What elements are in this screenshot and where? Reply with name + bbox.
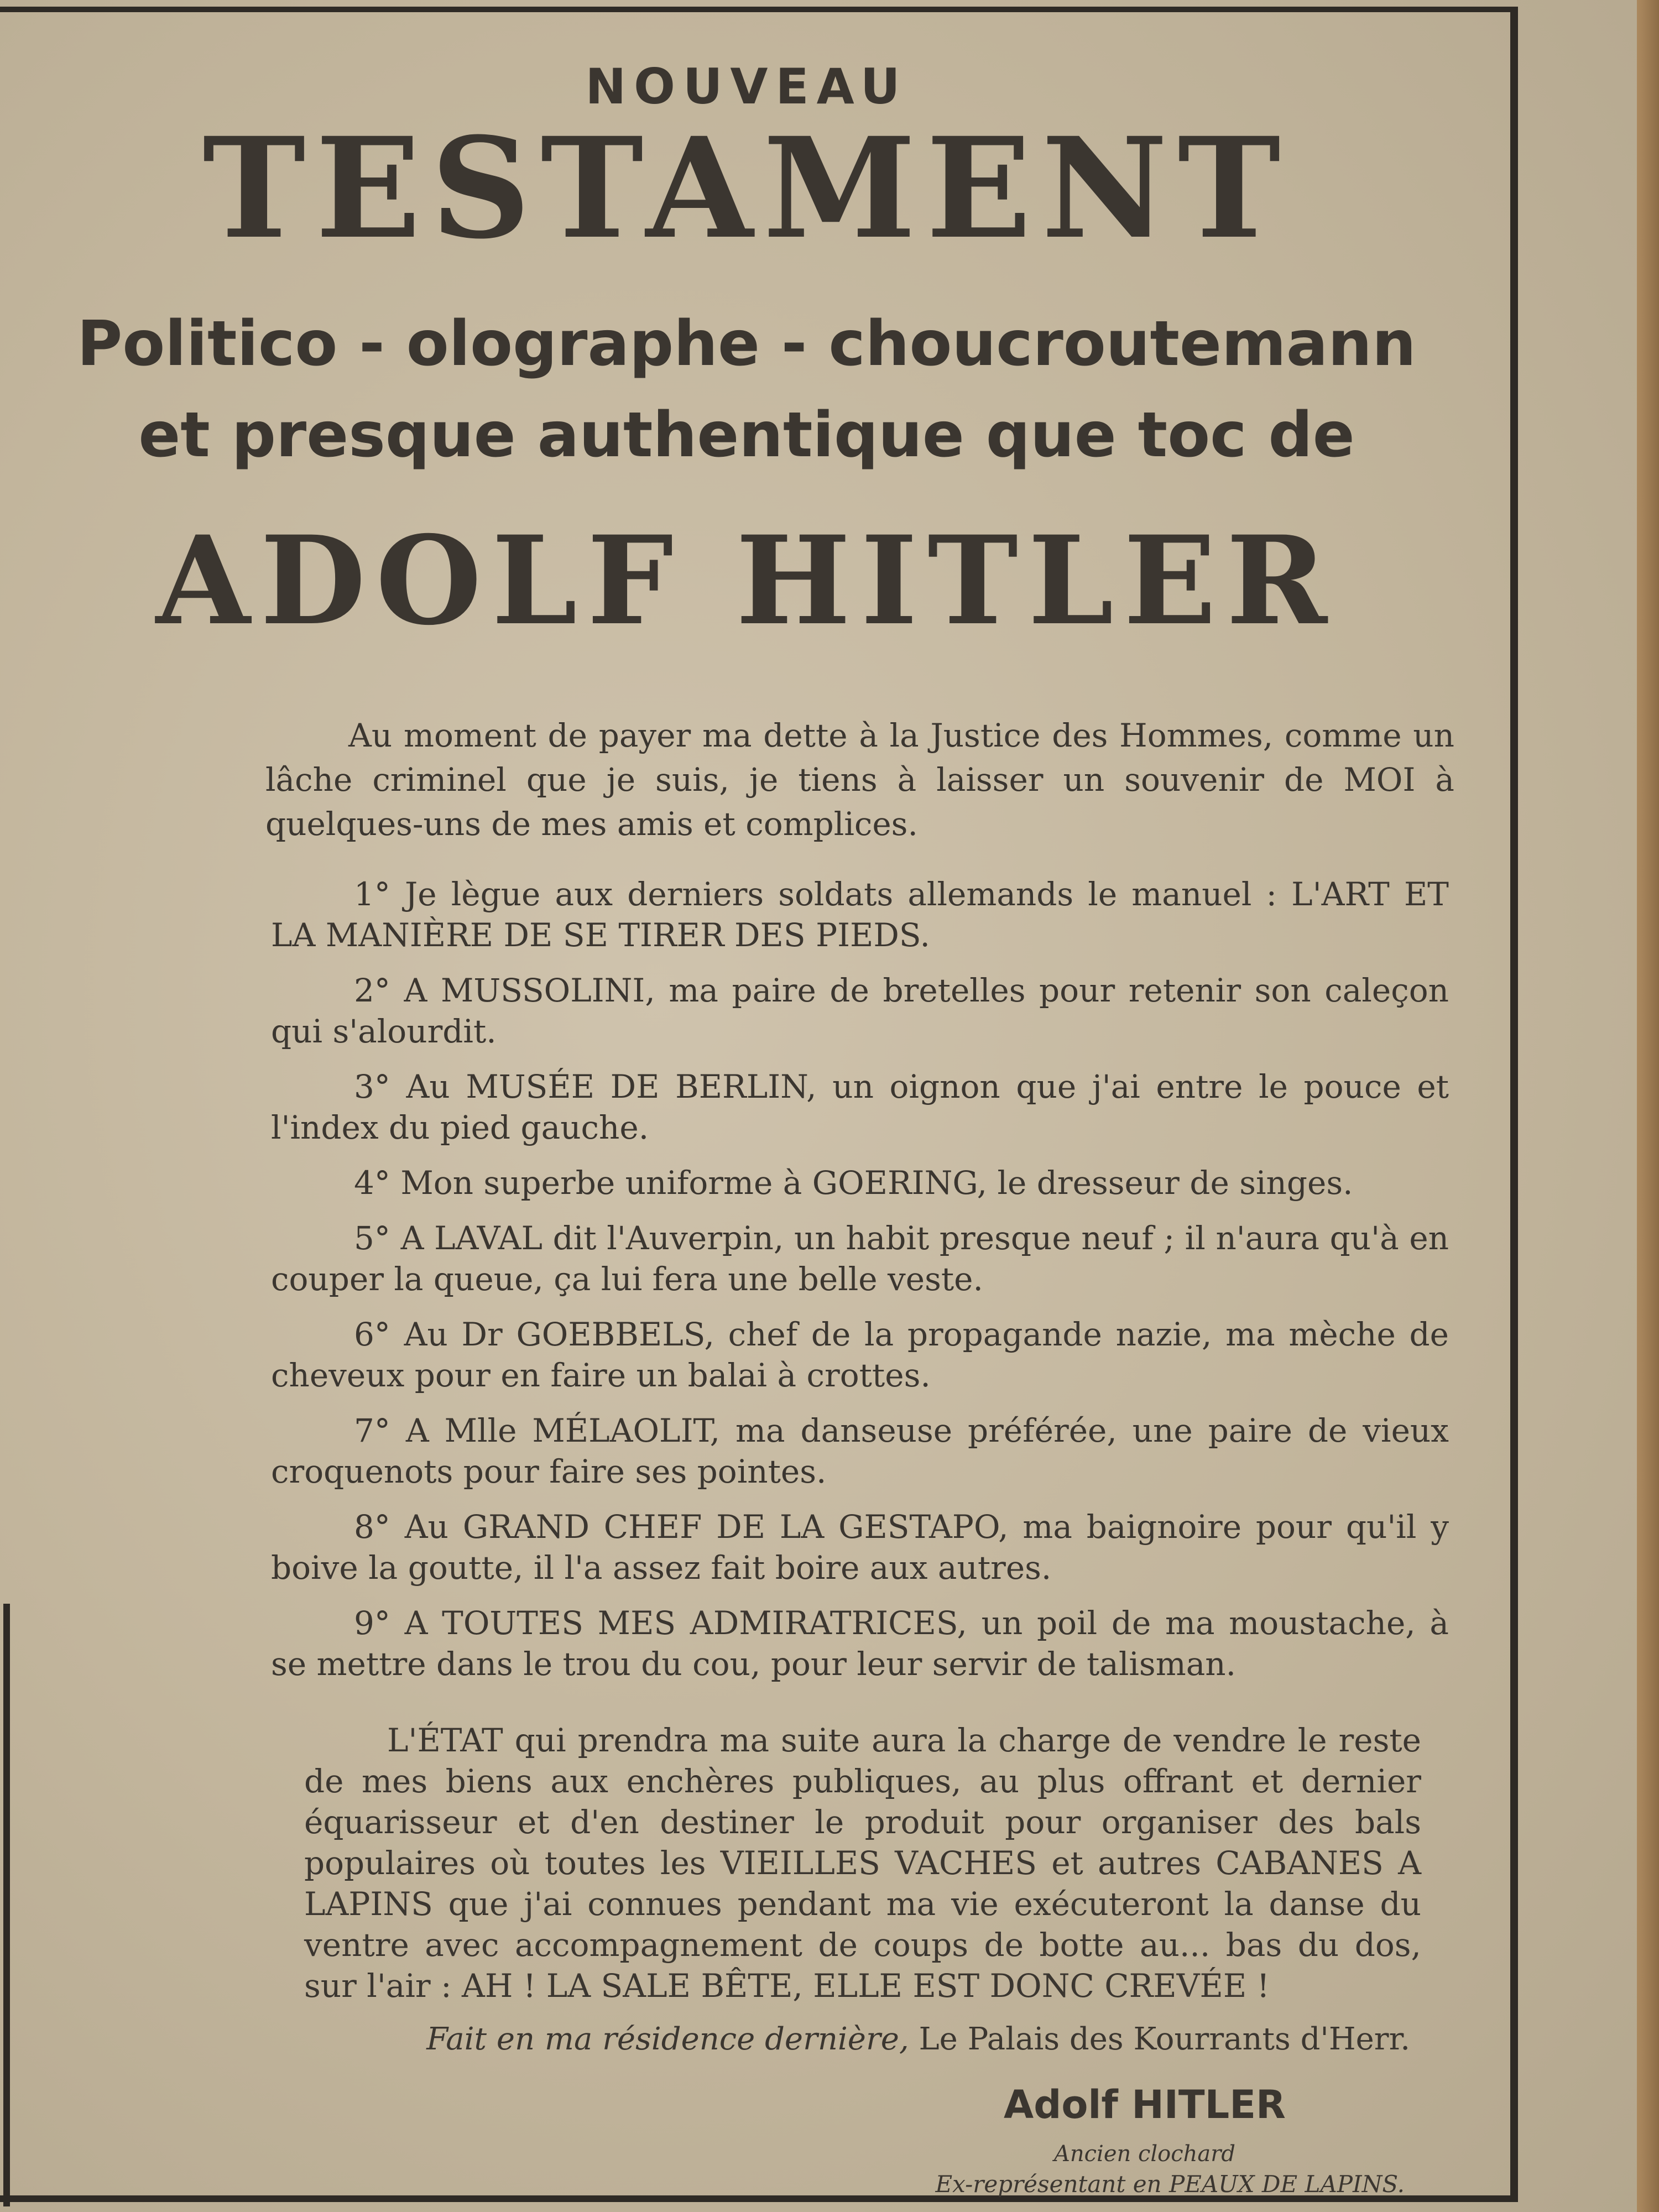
header-subtitle-line2: et presque authentique que toc de [138, 399, 1355, 471]
signature-place-roman: Le Palais des Kourrants d'Herr. [919, 2021, 1410, 2057]
header-title: TESTAMENT [202, 107, 1291, 269]
poster-border-left [3, 1604, 10, 2206]
signature-role: Ancien clochard [1053, 2141, 1235, 2167]
header-subtitle-line1: Politico - olographe - choucroutemann [77, 308, 1416, 380]
signature-place [398, 2021, 1410, 2057]
intro-paragraph: Au moment de payer ma dette à la Justice des Hommes, comme un lâche criminel que je suis, je tiens à laisser un souvenir de MOI à quelques-uns de mes amis et complices. [265, 717, 1454, 843]
bequest-item-8: 8° Au GRAND CHEF DE LA GESTAPO, ma baignoire pour qu'il y boive la goutte, il l'a assez fait boire aux autres. [271, 1508, 1449, 1587]
bequest-item-1: 1° Je lègue aux derniers soldats allemands le manuel : L'ART ET LA MANIÈRE DE SE TIRER DES PIEDS. [271, 875, 1449, 954]
bequest-list [271, 874, 1449, 1699]
bequest-item-6: 6° Au Dr GOEBBELS, chef de la propagande nazie, ma mèche de cheveux pour en faire un balai à crottes. [271, 1316, 1449, 1394]
bequest-item-7: 7° A Mlle MÉLAOLIT, ma danseuse préférée, une paire de vieux croquenots pour faire ses pointes. [271, 1412, 1449, 1490]
bequest-item-2: 2° A MUSSOLINI, ma paire de bretelles pour retenir son caleçon qui s'alourdit. [271, 972, 1449, 1050]
signature-place-italic: Fait en ma résidence dernière, [426, 2021, 909, 2057]
bequest-item-3: 3° Au MUSÉE DE BERLIN, un oignon que j'ai entre le pouce et l'index du pied gauche. [271, 1068, 1449, 1146]
bequest-item-4: 4° Mon superbe uniforme à GOERING, le dresseur de singes. [354, 1164, 1353, 1202]
signature-ex-italic: Ex-représentant en [935, 2171, 1162, 2198]
header-kicker: NOUVEAU [585, 58, 908, 115]
bequest-item-5: 5° A LAVAL dit l'Auverpin, un habit presque neuf ; il n'aura qu'à en couper la queue, ça lui fera une belle veste. [271, 1219, 1449, 1298]
signature-name: Adolf HITLER [1004, 2082, 1286, 2127]
closing-paragraph: L'ÉTAT qui prendra ma suite aura la charge de vendre le reste de mes biens aux enchères publiques, au plus offrant et dernier équarisseur et d'en destiner le produit pour organiser des bals populaires où toutes les VIEILLES VACHES et autres CABANES A LAPINS que j'ai connues pendant ma vie exécuteront la danse du ventre avec accompagnement de coups de botte au... bas du dos, sur l'air : AH ! LA SALE BÊTE, ELLE EST DONC CREVÉE ! [304, 1721, 1421, 2005]
header-name: ADOLF HITLER [155, 509, 1338, 652]
signature-former-job [863, 2171, 1405, 2198]
bequest-item-9: 9° A TOUTES MES ADMIRATRICES, un poil de ma moustache, à se mettre dans le trou du cou, pour leur servir de talisman. [271, 1604, 1449, 1683]
signature-ex-caps: PEAUX DE LAPINS. [1168, 2171, 1405, 2198]
